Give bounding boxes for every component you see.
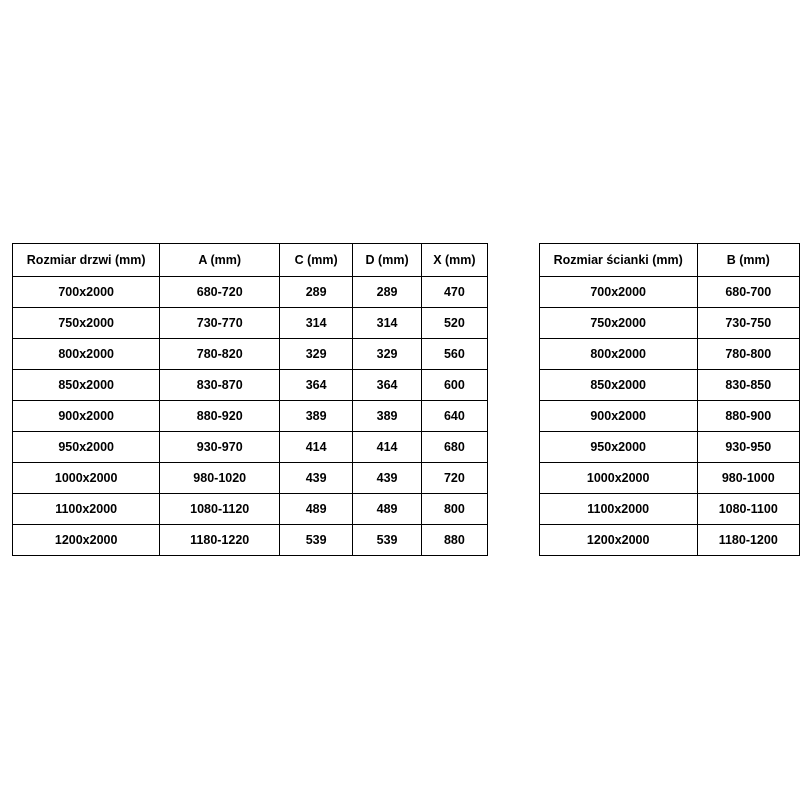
cell-x: 680 bbox=[421, 432, 487, 463]
walls-table-header bbox=[539, 244, 799, 277]
cell-door-size: 1100x2000 bbox=[13, 494, 160, 525]
doors-dimensions-table bbox=[12, 243, 488, 556]
table-row bbox=[539, 494, 799, 525]
cell-x: 600 bbox=[421, 370, 487, 401]
column-header-d: D (mm) bbox=[353, 244, 422, 277]
cell-door-size: 950x2000 bbox=[13, 432, 160, 463]
doors-dimensions-table-block bbox=[12, 243, 488, 556]
cell-wall-size: 850x2000 bbox=[539, 370, 697, 401]
cell-b: 930-950 bbox=[697, 432, 800, 463]
table-row bbox=[13, 277, 488, 308]
table-row bbox=[13, 525, 488, 556]
cell-wall-size: 1200x2000 bbox=[539, 525, 697, 556]
cell-d: 489 bbox=[353, 494, 422, 525]
cell-a: 1080-1120 bbox=[160, 494, 280, 525]
cell-d: 439 bbox=[353, 463, 422, 494]
cell-a: 680-720 bbox=[160, 277, 280, 308]
cell-x: 880 bbox=[421, 525, 487, 556]
cell-b: 880-900 bbox=[697, 401, 800, 432]
table-header-row bbox=[539, 244, 799, 277]
cell-c: 314 bbox=[280, 308, 353, 339]
spec-tables-container bbox=[0, 243, 800, 556]
cell-b: 980-1000 bbox=[697, 463, 800, 494]
cell-a: 880-920 bbox=[160, 401, 280, 432]
cell-door-size: 900x2000 bbox=[13, 401, 160, 432]
cell-a: 730-770 bbox=[160, 308, 280, 339]
table-row bbox=[13, 308, 488, 339]
column-header-c: C (mm) bbox=[280, 244, 353, 277]
cell-c: 539 bbox=[280, 525, 353, 556]
table-row bbox=[13, 401, 488, 432]
table-header-row bbox=[13, 244, 488, 277]
cell-a: 930-970 bbox=[160, 432, 280, 463]
cell-c: 364 bbox=[280, 370, 353, 401]
cell-door-size: 1000x2000 bbox=[13, 463, 160, 494]
table-row bbox=[539, 277, 799, 308]
table-row bbox=[13, 432, 488, 463]
cell-x: 800 bbox=[421, 494, 487, 525]
cell-c: 389 bbox=[280, 401, 353, 432]
cell-a: 830-870 bbox=[160, 370, 280, 401]
table-row bbox=[539, 463, 799, 494]
cell-wall-size: 800x2000 bbox=[539, 339, 697, 370]
cell-a: 1180-1220 bbox=[160, 525, 280, 556]
cell-d: 389 bbox=[353, 401, 422, 432]
column-header-b: B (mm) bbox=[697, 244, 800, 277]
cell-x: 640 bbox=[421, 401, 487, 432]
table-row bbox=[539, 525, 799, 556]
column-header-x: X (mm) bbox=[421, 244, 487, 277]
table-row bbox=[13, 463, 488, 494]
cell-x: 720 bbox=[421, 463, 487, 494]
table-row bbox=[539, 308, 799, 339]
walls-dimensions-table bbox=[539, 243, 800, 556]
cell-d: 414 bbox=[353, 432, 422, 463]
doors-table-body bbox=[13, 277, 488, 556]
cell-door-size: 700x2000 bbox=[13, 277, 160, 308]
table-row bbox=[539, 339, 799, 370]
cell-b: 780-800 bbox=[697, 339, 800, 370]
table-row bbox=[13, 339, 488, 370]
cell-b: 1080-1100 bbox=[697, 494, 800, 525]
cell-door-size: 750x2000 bbox=[13, 308, 160, 339]
cell-a: 980-1020 bbox=[160, 463, 280, 494]
cell-wall-size: 1100x2000 bbox=[539, 494, 697, 525]
cell-wall-size: 950x2000 bbox=[539, 432, 697, 463]
cell-d: 289 bbox=[353, 277, 422, 308]
column-header-door-size: Rozmiar drzwi (mm) bbox=[13, 244, 160, 277]
table-row bbox=[539, 370, 799, 401]
walls-dimensions-table-block bbox=[539, 243, 800, 556]
cell-door-size: 800x2000 bbox=[13, 339, 160, 370]
walls-table-body bbox=[539, 277, 799, 556]
cell-x: 560 bbox=[421, 339, 487, 370]
cell-d: 314 bbox=[353, 308, 422, 339]
table-row bbox=[13, 370, 488, 401]
cell-door-size: 850x2000 bbox=[13, 370, 160, 401]
table-row bbox=[539, 401, 799, 432]
table-row bbox=[539, 432, 799, 463]
cell-c: 439 bbox=[280, 463, 353, 494]
cell-c: 414 bbox=[280, 432, 353, 463]
cell-wall-size: 750x2000 bbox=[539, 308, 697, 339]
cell-wall-size: 700x2000 bbox=[539, 277, 697, 308]
cell-c: 329 bbox=[280, 339, 353, 370]
cell-x: 520 bbox=[421, 308, 487, 339]
cell-c: 289 bbox=[280, 277, 353, 308]
cell-b: 830-850 bbox=[697, 370, 800, 401]
cell-d: 539 bbox=[353, 525, 422, 556]
cell-d: 364 bbox=[353, 370, 422, 401]
cell-door-size: 1200x2000 bbox=[13, 525, 160, 556]
cell-wall-size: 900x2000 bbox=[539, 401, 697, 432]
cell-b: 1180-1200 bbox=[697, 525, 800, 556]
doors-table-header bbox=[13, 244, 488, 277]
column-header-wall-size: Rozmiar ścianki (mm) bbox=[539, 244, 697, 277]
column-header-a: A (mm) bbox=[160, 244, 280, 277]
cell-wall-size: 1000x2000 bbox=[539, 463, 697, 494]
table-row bbox=[13, 494, 488, 525]
cell-a: 780-820 bbox=[160, 339, 280, 370]
cell-x: 470 bbox=[421, 277, 487, 308]
cell-b: 730-750 bbox=[697, 308, 800, 339]
cell-b: 680-700 bbox=[697, 277, 800, 308]
cell-d: 329 bbox=[353, 339, 422, 370]
cell-c: 489 bbox=[280, 494, 353, 525]
